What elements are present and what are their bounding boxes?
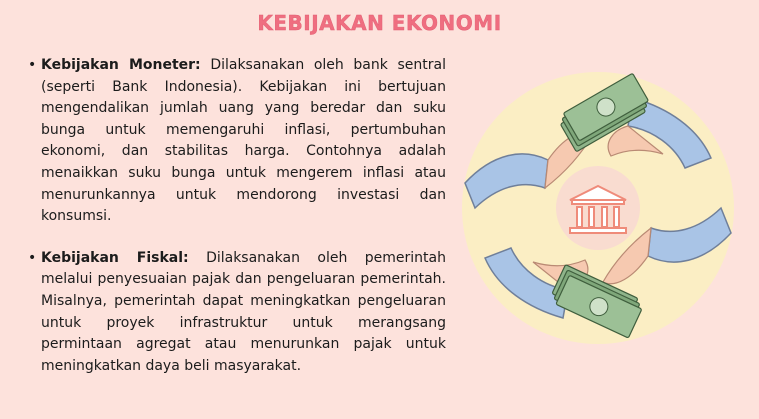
bullet-item-fiskal	[28, 248, 446, 378]
page-title: KEBIJAKAN EKONOMI	[257, 11, 502, 35]
bullet-text: Dilaksanakan oleh bank sentral (seperti Bank Indonesia). Kebijakan ini bertujuan mengendalikan jumlah uang yang beredar dan suku bunga untuk memengaruhi inflasi, pertumbuhan ekonomi, dan stabilitas harga. Contohnya adalah menaikkan suku bunga untuk mengerem inflasi atau menurunkannya untuk mendorong investasi dan konsumsi.	[41, 57, 447, 225]
money-hands-icon	[453, 68, 743, 348]
bullet-dot: •	[28, 249, 37, 266]
bullet-text: Dilaksanakan oleh pemerintah melalui penyesuaian pajak dan pengeluaran pemerintah. Misalnya, pemerintah dapat meningkatkan pengeluaran untuk proyek infrastruktur untuk merangsang permintaan agregat atau menurunkan pajak untuk meningkatkan daya beli masyarakat.	[41, 249, 446, 374]
bullet-term: Kebijakan Moneter:	[41, 57, 201, 73]
bullet-item-moneter	[28, 55, 446, 228]
money-exchange-illustration	[453, 68, 743, 348]
bullet-term: Kebijakan Fiskal:	[41, 249, 189, 266]
content-area	[28, 55, 446, 377]
bullet-dot: •	[28, 57, 37, 73]
